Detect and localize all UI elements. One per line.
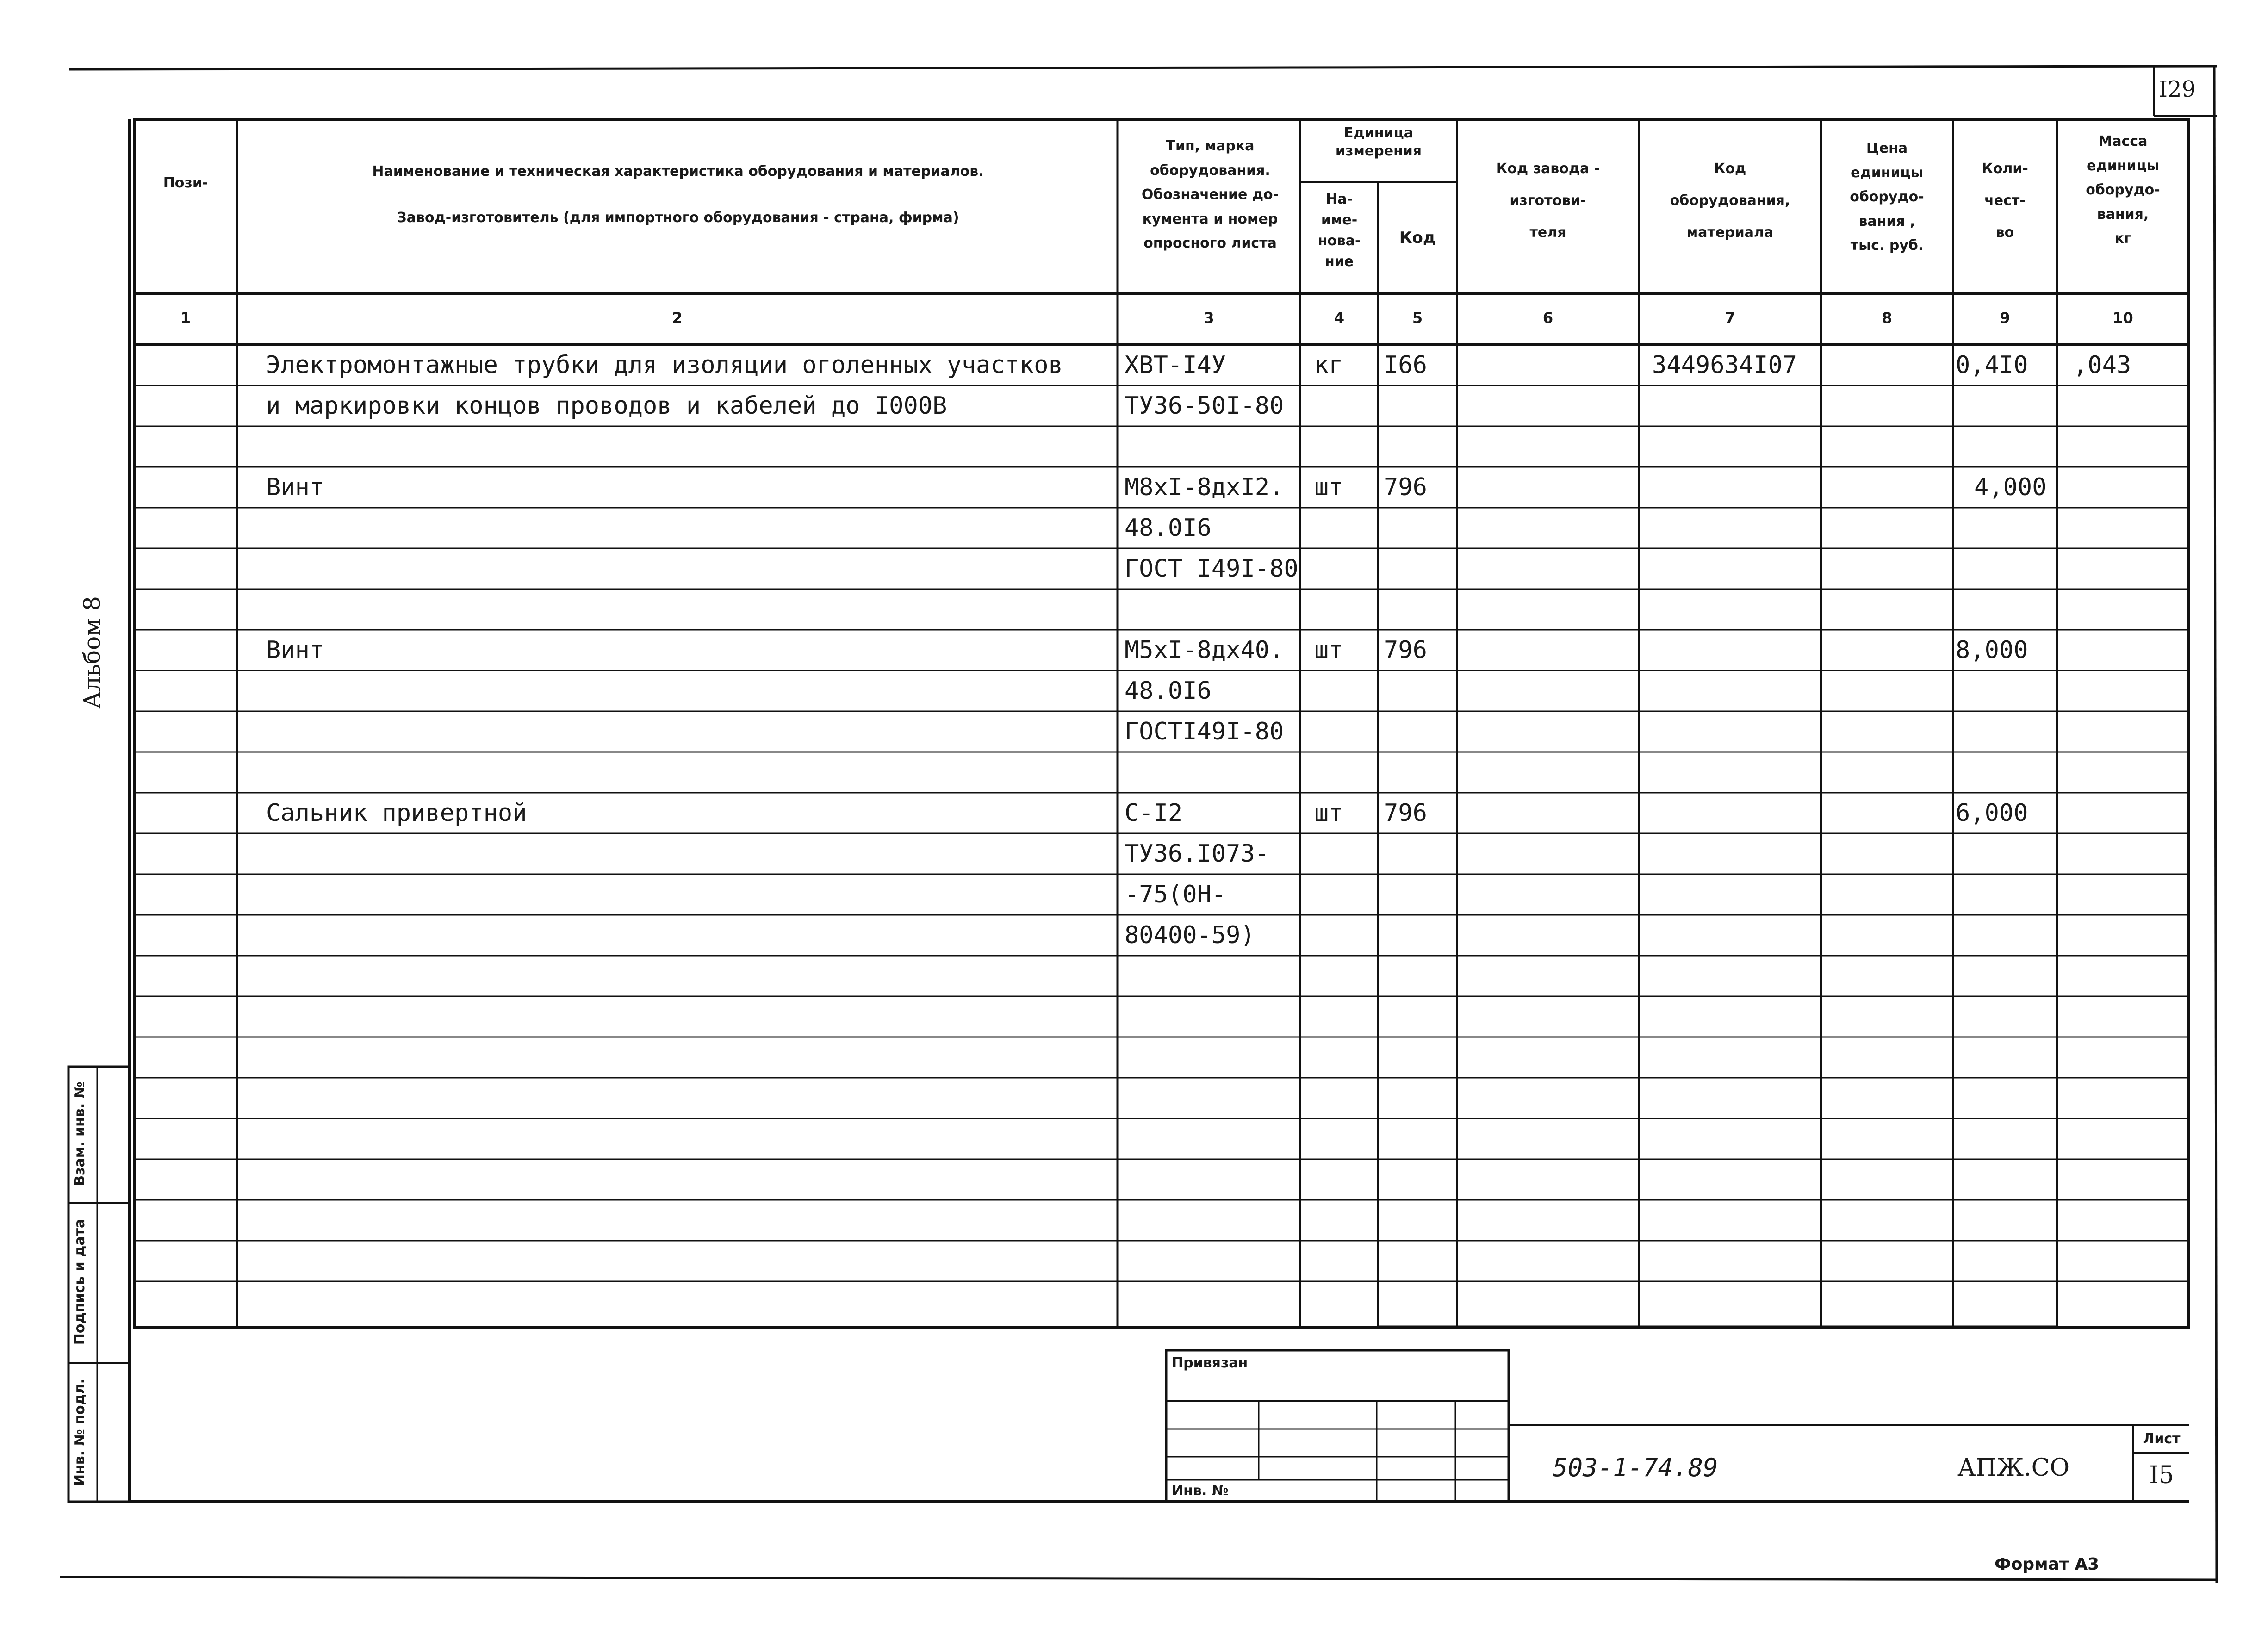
header-unit-name: На- име- нова- ние bbox=[1317, 191, 1361, 270]
col-number-7: 7 bbox=[1725, 309, 1735, 327]
cell-type: ТУ36.I073- bbox=[1125, 840, 1270, 868]
cell-type: 80400-59) bbox=[1125, 921, 1255, 949]
cell-mass: ,043 bbox=[2073, 351, 2131, 379]
doc-number: 503-1-74.89 bbox=[1553, 1453, 1718, 1482]
cell-equip-code: 3449634I07 bbox=[1652, 351, 1797, 379]
cell-unit: шт bbox=[1314, 636, 1343, 664]
album-label: Альбом 8 bbox=[79, 596, 106, 709]
format-label: Формат А3 bbox=[1995, 1555, 2100, 1574]
cell-unit: кг bbox=[1314, 351, 1343, 379]
cell-type: М5хI-8дх40. bbox=[1125, 636, 1284, 664]
cell-qty: 0,4I0 bbox=[1956, 351, 2028, 379]
sheet-number: I5 bbox=[2149, 1461, 2174, 1489]
header-name-line1: Наименование и техническая характеристика оборудования и материалов. bbox=[372, 163, 984, 180]
cell-type: -75(0Н- bbox=[1125, 881, 1226, 908]
cell-type: ТУ36-50I-80 bbox=[1125, 392, 1284, 420]
cell-name: Винт bbox=[266, 473, 324, 501]
side-podpis-label: Подпись и дата bbox=[72, 1218, 88, 1345]
inv-no-label: Инв. № bbox=[1172, 1483, 1229, 1499]
header-unit-code: Код bbox=[1399, 229, 1436, 247]
corner-sheet-number: I29 bbox=[2159, 76, 2196, 102]
privyazan-label: Привязан bbox=[1172, 1355, 1248, 1371]
cell-qty: 4,000 bbox=[1974, 473, 2047, 501]
side-inv-podl-label: Инв. № подл. bbox=[72, 1378, 88, 1486]
cell-type: М8хI-8дхI2. bbox=[1125, 473, 1284, 501]
cell-name: Винт bbox=[266, 636, 324, 664]
doc-code: АПЖ.СО bbox=[1957, 1454, 2070, 1482]
cell-qty: 6,000 bbox=[1956, 799, 2028, 827]
cell-type: ХВТ-I4У bbox=[1125, 351, 1226, 379]
header-pos: Пози- bbox=[163, 175, 208, 191]
cell-type: 48.0I6 bbox=[1125, 677, 1212, 705]
cell-qty: 8,000 bbox=[1956, 636, 2028, 664]
header-unit-title: Единица измерения bbox=[1335, 125, 1422, 159]
col-number-1: 1 bbox=[180, 309, 191, 327]
col-number-9: 9 bbox=[2000, 309, 2010, 327]
cell-name: Электромонтажные трубки для изоляции оголенных участков bbox=[266, 351, 1063, 379]
header-factory-code: Код завода - изготови- теля bbox=[1496, 161, 1600, 241]
cell-unit-code: 796 bbox=[1384, 473, 1427, 501]
cell-name: и маркировки концов проводов и кабелей до I000В bbox=[266, 392, 947, 420]
cell-type: ГОСТ I49I-80 bbox=[1125, 555, 1299, 583]
col-number-10: 10 bbox=[2113, 309, 2133, 327]
cell-unit-code: 796 bbox=[1384, 799, 1427, 827]
side-vzam-label: Взам. инв. № bbox=[72, 1081, 88, 1186]
col-number-2: 2 bbox=[672, 309, 683, 327]
header-mass: Масса единицы оборудо- вания, кг bbox=[2086, 133, 2160, 247]
cell-unit: шт bbox=[1314, 473, 1343, 501]
cell-type: ГОСТI49I-80 bbox=[1125, 718, 1284, 745]
header-qty: Коли- чест- во bbox=[1982, 161, 2028, 241]
header-type: Тип, марка оборудования. Обозначение до- кумента и номер опросного листа bbox=[1141, 138, 1279, 251]
header-equip-code: Код оборудования, материала bbox=[1670, 161, 1790, 241]
col-number-4: 4 bbox=[1334, 309, 1345, 327]
cell-unit-code: I66 bbox=[1384, 351, 1427, 379]
sheet-label: Лист bbox=[2143, 1431, 2181, 1447]
cell-unit-code: 796 bbox=[1384, 636, 1427, 664]
cell-unit: шт bbox=[1314, 799, 1343, 827]
cell-type: С-I2 bbox=[1125, 799, 1183, 827]
header-name-line2: Завод-изготовитель (для импортного оборудования - страна, фирма) bbox=[397, 210, 959, 226]
header-price: Цена единицы оборудо- вания , тыс. руб. bbox=[1850, 140, 1924, 254]
col-number-8: 8 bbox=[1882, 309, 1892, 327]
col-number-3: 3 bbox=[1204, 309, 1214, 327]
col-number-5: 5 bbox=[1412, 309, 1423, 327]
cell-type: 48.0I6 bbox=[1125, 514, 1212, 542]
col-number-6: 6 bbox=[1542, 309, 1553, 327]
cell-name: Сальник привертной bbox=[266, 799, 527, 827]
